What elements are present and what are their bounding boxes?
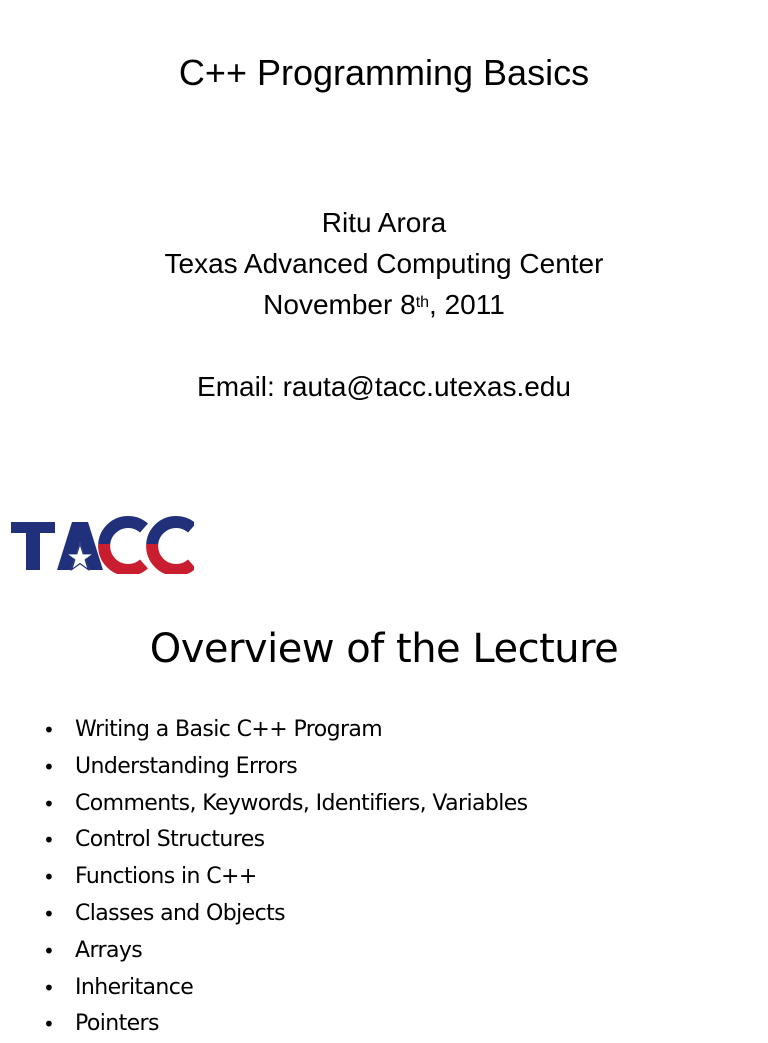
bullet-icon: • xyxy=(43,718,55,742)
list-item xyxy=(0,712,528,749)
list-item xyxy=(0,749,528,786)
bullet-icon: • xyxy=(43,828,55,853)
list-item-text: Control Structures xyxy=(75,827,265,853)
organization-name: Texas Advanced Computing Center xyxy=(164,248,604,279)
list-item xyxy=(0,859,528,896)
list-item-text: Pointers xyxy=(75,1011,159,1037)
overview-slide xyxy=(0,580,768,1037)
list-item-text: Understanding Errors xyxy=(75,753,298,779)
list-item-text: Writing a Basic C++ Program xyxy=(75,717,383,742)
logo-letter-t xyxy=(11,522,55,570)
list-item xyxy=(0,822,528,859)
logo-letter-c-1 xyxy=(104,522,144,570)
list-item xyxy=(0,970,528,1007)
slide-title: C++ Programming Basics xyxy=(178,52,590,93)
bullet-icon: • xyxy=(43,865,55,890)
list-item xyxy=(0,1006,528,1043)
bullet-icon: • xyxy=(43,1012,55,1037)
tacc-logo xyxy=(10,514,194,574)
presentation-date xyxy=(0,288,768,322)
date-ordinal-suffix: th xyxy=(415,294,430,311)
list-item-text: Arrays xyxy=(75,937,143,963)
list-item xyxy=(0,786,528,823)
slide-title: Overview of the Lecture xyxy=(149,626,619,672)
logo-letter-a xyxy=(57,522,103,570)
logo-letter-c-2 xyxy=(152,522,192,570)
list-item xyxy=(0,896,528,933)
bullet-list xyxy=(0,712,528,1043)
list-item-text: Functions in C++ xyxy=(75,864,257,890)
bullet-icon: • xyxy=(43,791,55,816)
author-name: Ritu Arora xyxy=(321,207,447,238)
bullet-icon: • xyxy=(43,754,55,779)
date-prefix: November 8 xyxy=(263,289,416,320)
list-item-text: Comments, Keywords, Identifiers, Variables xyxy=(75,790,528,816)
date-suffix: , 2011 xyxy=(429,289,505,320)
bullet-icon: • xyxy=(43,901,55,926)
list-item-text: Classes and Objects xyxy=(75,900,285,926)
list-item-text: Inheritance xyxy=(75,974,194,1000)
list-item xyxy=(0,933,528,970)
bullet-icon: • xyxy=(43,938,55,963)
bullet-icon: • xyxy=(43,975,55,1000)
contact-email: Email: rauta@tacc.utexas.edu xyxy=(197,371,571,402)
